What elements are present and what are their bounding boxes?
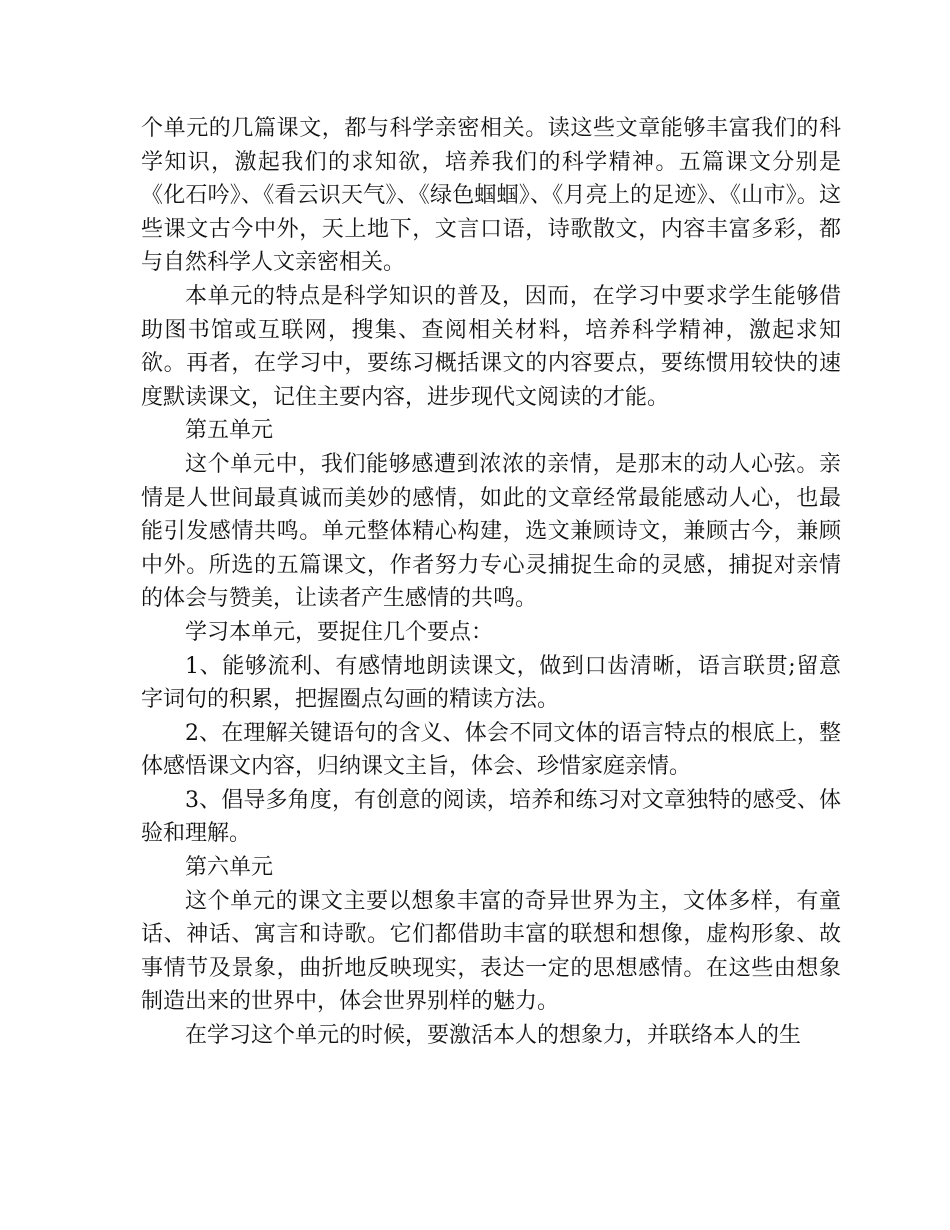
paragraph-unit4-features: 本单元的特点是科学知识的普及，因而，在学习中要求学生能够借助图书馆或互联网，搜集、查阅相关材料，培养科学精神，激起求知欲。再者，在学习中，要练习概括课文的内容要点，要练惯用较快的速度默读课文，记住主要内容，进步现代文阅读的才能。 [141,283,841,410]
paragraph-unit6-study: 在学习这个单元的时候，要激活本人的想象力，并联络本人的生 [185,1023,802,1049]
paragraph-unit5-keypoints: 学习本单元，要捉住几个要点： [185,619,494,645]
document-page [141,112,841,1053]
paragraph-unit6-intro: 这个单元的课文主要以想象丰富的奇异世界为主，文体多样，有童话、神话、寓言和诗歌。它们都借助丰富的联想和想像，虚构形象、故事情节及景象，曲折地反映现实，表达一定的思想感情。在这些由想象制造出来的世界中，体会世界别样的魅力。 [141,888,841,1015]
paragraph-unit5-intro: 这个单元中，我们能够感遭到浓浓的亲情，是那末的动人心弦。亲情是人世间最真诚而美妙的感情，如此的文章经常最能感动人心，也最能引发感情共鸣。单元整体精心构建，选文兼顾诗文，兼顾古今，兼顾中外。所选的五篇课文，作者努力专心灵捕捉生命的灵感，捕捉对亲情的体会与赞美，让读者产生感情的共鸣。 [141,451,841,612]
list-item-1: 1、能够流利、有感情地朗读课文，做到口齿清晰，语言联贯;留意字词句的积累，把握圈点勾画的精读方法。 [141,653,841,713]
heading-unit6: 第六单元 [185,855,274,881]
list-item-3: 3、倡导多角度，有创意的阅读，培养和练习对文章独特的感受、体验和理解。 [141,787,841,847]
list-item-2: 2、在理解关键语句的含义、体会不同文体的语言特点的根底上，整体感悟课文内容，归纳课文主旨，体会、珍惜家庭亲情。 [141,720,841,780]
paragraph-unit4-intro: 个单元的几篇课文，都与科学亲密相关。读这些文章能够丰富我们的科学知识，激起我们的求知欲，培养我们的科学精神。五篇课文分别是《化石吟》、《看云识天气》、《绿色蝈蝈》、《月亮上的足迹》、《山市》。这些课文古今中外，天上地下，文言口语，诗歌散文，内容丰富多彩，都与自然科学人文亲密相关。 [141,116,841,276]
heading-unit5: 第五单元 [185,418,274,444]
